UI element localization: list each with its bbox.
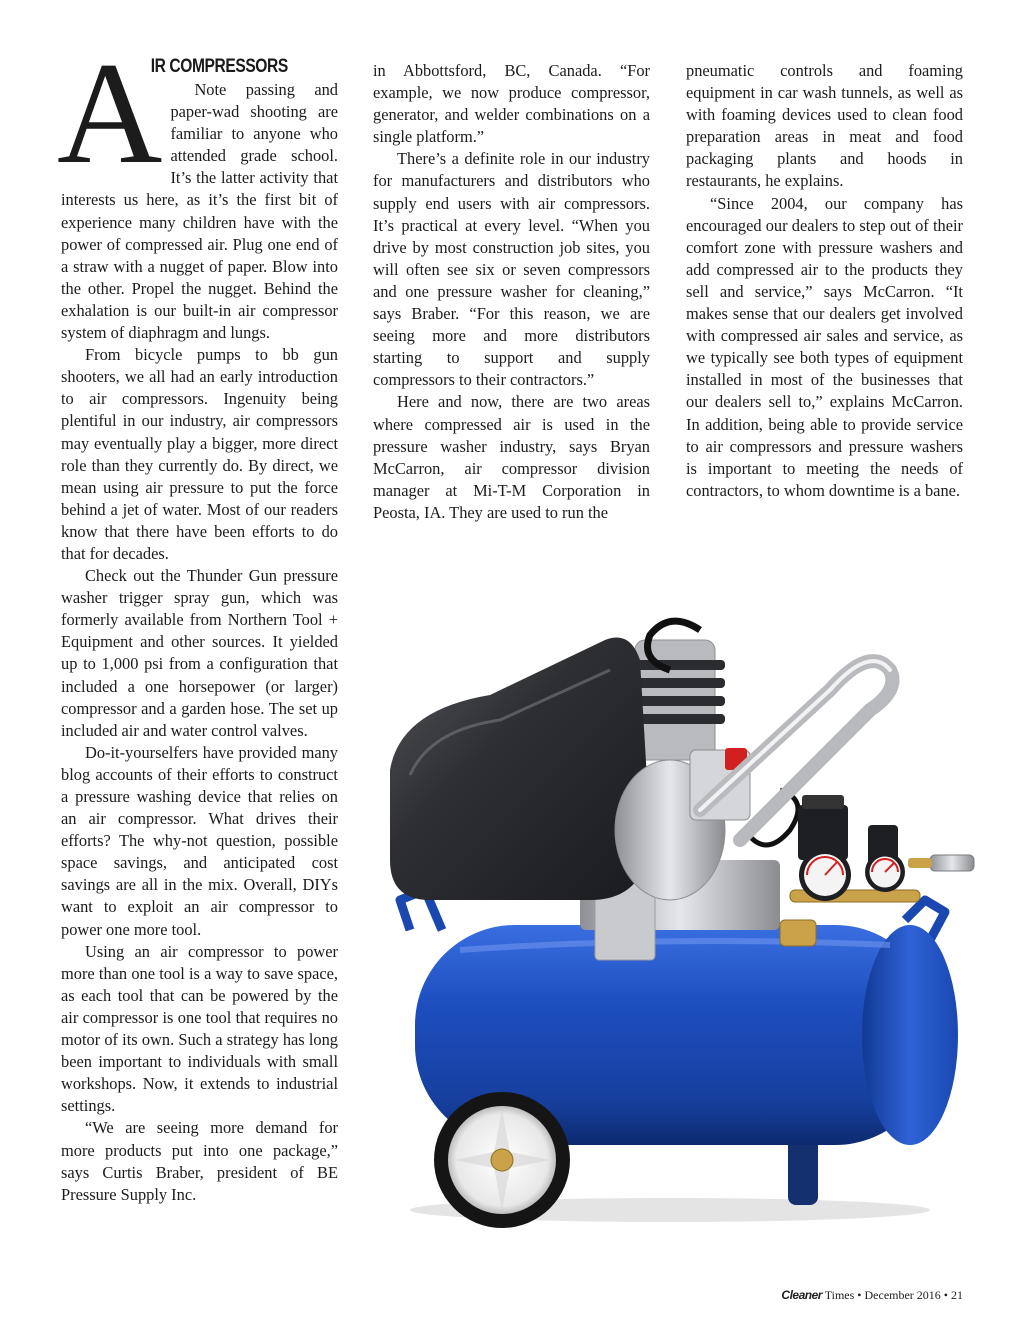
paragraph: Check out the Thunder Gun pressure washer trigger spray gun, which was formerly available from Northern Tool + Equipment and other sources. It yielded up to 1,000 psi from a configuration that included a one horsepower (or larger) compressor and a garden hose. The set up included air and water control valves. xyxy=(61,566,338,740)
tank-pressure-gauge xyxy=(799,849,851,901)
page-footer xyxy=(781,1288,963,1303)
brass-valve xyxy=(780,920,816,946)
magazine-brand: Cleaner xyxy=(781,1288,822,1302)
paragraph: Using an air compressor to power more than one tool is a way to save space, as each tool that can be powered by the air compressor is one tool that requires no motor of its own. Such a strategy has long been important to individuals with small workshops. Now, it extends to industrial settings. xyxy=(61,941,338,1116)
paragraph: There’s a definite role in our industry for manufacturers and distributors who supply end users with air compressors. It’s practical at every level. “When you drive by most construction job sites, you will often see six or seven compressors and one pressure washer for cleaning,” says Braber. “For this reason, we are seeing more and more distributors starting to support and supply compressors to their contractors.” xyxy=(373,149,650,390)
tank-end-cap xyxy=(862,925,958,1145)
paragraph: “We are seeing more demand for more products put into one package,” says Curtis Braber, president of BE Pressure Supply Inc. xyxy=(61,1118,338,1204)
front-wheel xyxy=(434,1092,570,1228)
drop-cap: A xyxy=(57,32,163,194)
article-column-2 xyxy=(373,60,650,524)
motor-shroud xyxy=(390,638,650,901)
paragraph: Note passing and paper-wad shooting are familiar to anyone who attended grade school. It’s the latter activity that interests us here, as it’s the first bit of experience many children have with the power of compressed air. Plug one end of a straw with a nugget of paper. Blow into the other. Propel the nugget. Behind the exhalation is our built-in air compressor system of diaphragm and lungs. xyxy=(61,80,338,343)
paragraph: “Since 2004, our company has encouraged our dealers to step out of their comfort zone with pressure washers and add compressed air to the products they sell and service,” says McCarron. “It makes sense that our dealers get involved with compressed air sales and service, as we typically see both types of equipment installed in most of the businesses that our dealers sell to,” explains McCarron. In addition, being able to provide service to air compressors and pressure washers is important to meeting the needs of contractors, to whom downtime is a bane. xyxy=(686,193,963,500)
outlet-pressure-gauge xyxy=(865,852,905,892)
quick-coupler xyxy=(930,855,974,871)
article-column-3 xyxy=(686,60,963,502)
pressure-switch-knob xyxy=(802,795,844,809)
paragraph: Do-it-yourselfers have provided many blog accounts of their efforts to construct a pressure washing device that relies on an air compressor. What drives their efforts? The why-not question, possible space savings, and anticipated cost savings are all in the mix. Overall, DIYs want to exploit an air compressor to power one more tool. xyxy=(61,742,338,939)
paragraph: Here and now, there are two areas where compressed air is used in the pressure washer industry, says Bryan McCarron, air compressor division manager at Mi-T-M Corporation in Peosta, IA. They are used to run the xyxy=(373,392,650,522)
article-column-1 xyxy=(57,32,338,1206)
paragraph: pneumatic controls and foaming equipment in car wash tunnels, as well as with foaming devices used to clean food preparation areas in meat and food packaging plants and hoods in restaurants, he explains. xyxy=(686,61,963,191)
air-compressor-photo xyxy=(370,600,1024,1240)
footer-issue-info: Times • December 2016 • 21 xyxy=(821,1288,963,1302)
coupler-fitting xyxy=(908,858,932,868)
section-kicker: IR COMPRESSORS xyxy=(150,56,288,77)
paragraph: From bicycle pumps to bb gun shooters, we all had an early introduction to air compressors. Ingenuity being plentiful in our industry, air compressors may eventually play a bigger, more direct role than they currently do. By direct, we mean using air pressure to put the force behind a jet of water. Most of our readers know that there have been efforts to do that for decades. xyxy=(61,345,338,563)
paragraph: in Abbottsford, BC, Canada. “For example, we now produce compressor, generator, and welder combinations on a single platform.” xyxy=(373,61,650,147)
